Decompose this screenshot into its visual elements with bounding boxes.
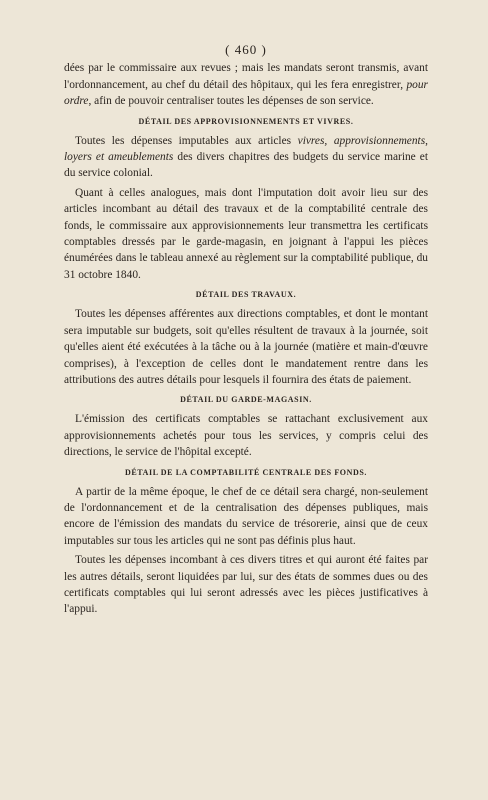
section-heading: DÉTAIL DES APPROVISIONNEMENTS ET VIVRES. [138, 116, 354, 126]
paragraph [64, 185, 428, 283]
paragraph [64, 411, 428, 460]
section-heading: DÉTAIL DES TRAVAUX. [195, 290, 297, 300]
text-segment: , afin de pouvoir centraliser toutes les dépenses de son service. [88, 95, 374, 108]
paragraph [64, 484, 428, 550]
text-segment: , [425, 134, 429, 147]
page-number: ( 460 ) [225, 42, 267, 57]
text-segment: L'émission des certificats comptables se rattachant exclusivement aux approvisionnements achetés pour tous les services, y compris celui des directions, le service de l'hôpital excepté. [64, 413, 428, 459]
paragraph [64, 552, 428, 618]
section-heading: DÉTAIL DE LA COMPTABILITÉ CENTRALE DES FONDS. [124, 467, 368, 477]
text-segment: Quant à celles analogues, mais dont l'imputation doit avoir lieu sur des articles incombant au détail des travaux et de la comptabilité centrale des fonds, le commissaire aux approvisionnements leur transmettra les certificats comptables dressés par le garde-magasin, en joignant à l'appui les pièces énumérées dans le tableau annexé au règlement sur la comptabilité publique, du 31 octobre 1840. [64, 186, 428, 281]
text-segment: Toutes les dépenses imputables aux articles [75, 134, 298, 147]
italic-text: vivres, approvisionnements [297, 134, 426, 147]
paragraph [64, 133, 428, 182]
text-segment: Toutes les dépenses incombant à ces divers titres et qui auront été faites par les autres détails, seront liquidées par lui, sur des états de sommes dues ou des certificats comptables qui lui seront adressés avec les pièces justificatives à l'appui. [64, 554, 428, 616]
text-segment: Toutes les dépenses afférentes aux directions comptables, et dont le montant sera imputable sur budgets, soit qu'elles résultent de travaux à la journée, soit qu'elles aient été exécutées à la tâche ou à la journée (matière et main-d'œuvre comprises), à l'exception de celles dont le mandatement rentre dans les attributions des autres détails pour lesquels il fournira des états de paiement. [64, 308, 428, 386]
text-block [64, 42, 428, 621]
body-content [64, 60, 428, 617]
italic-text: pour ordre [64, 78, 428, 108]
section-heading: DÉTAIL DU GARDE-MAGASIN. [180, 395, 312, 405]
paragraph [64, 306, 428, 388]
italic-text: loyers et ameublements [64, 151, 174, 164]
text-segment: des divers chapitres des budgets du service marine et du service colonial. [64, 151, 429, 180]
paragraph [64, 60, 428, 109]
text-segment: dées par le commissaire aux revues ; mais les mandats seront transmis, avant l'ordonnancement, au chef du détail des hôpitaux, qui les fera enregistrer, [64, 62, 428, 91]
text-segment: A partir de la même époque, le chef de ce détail sera chargé, non-seulement de l'ordonnancement et de la centralisation des dépenses publiques, mais encore de l'émission des mandats du service de trésorerie, ainsi que de ceux imputables sur tous les articles qui ne sont pas définis plus haut. [64, 485, 428, 547]
